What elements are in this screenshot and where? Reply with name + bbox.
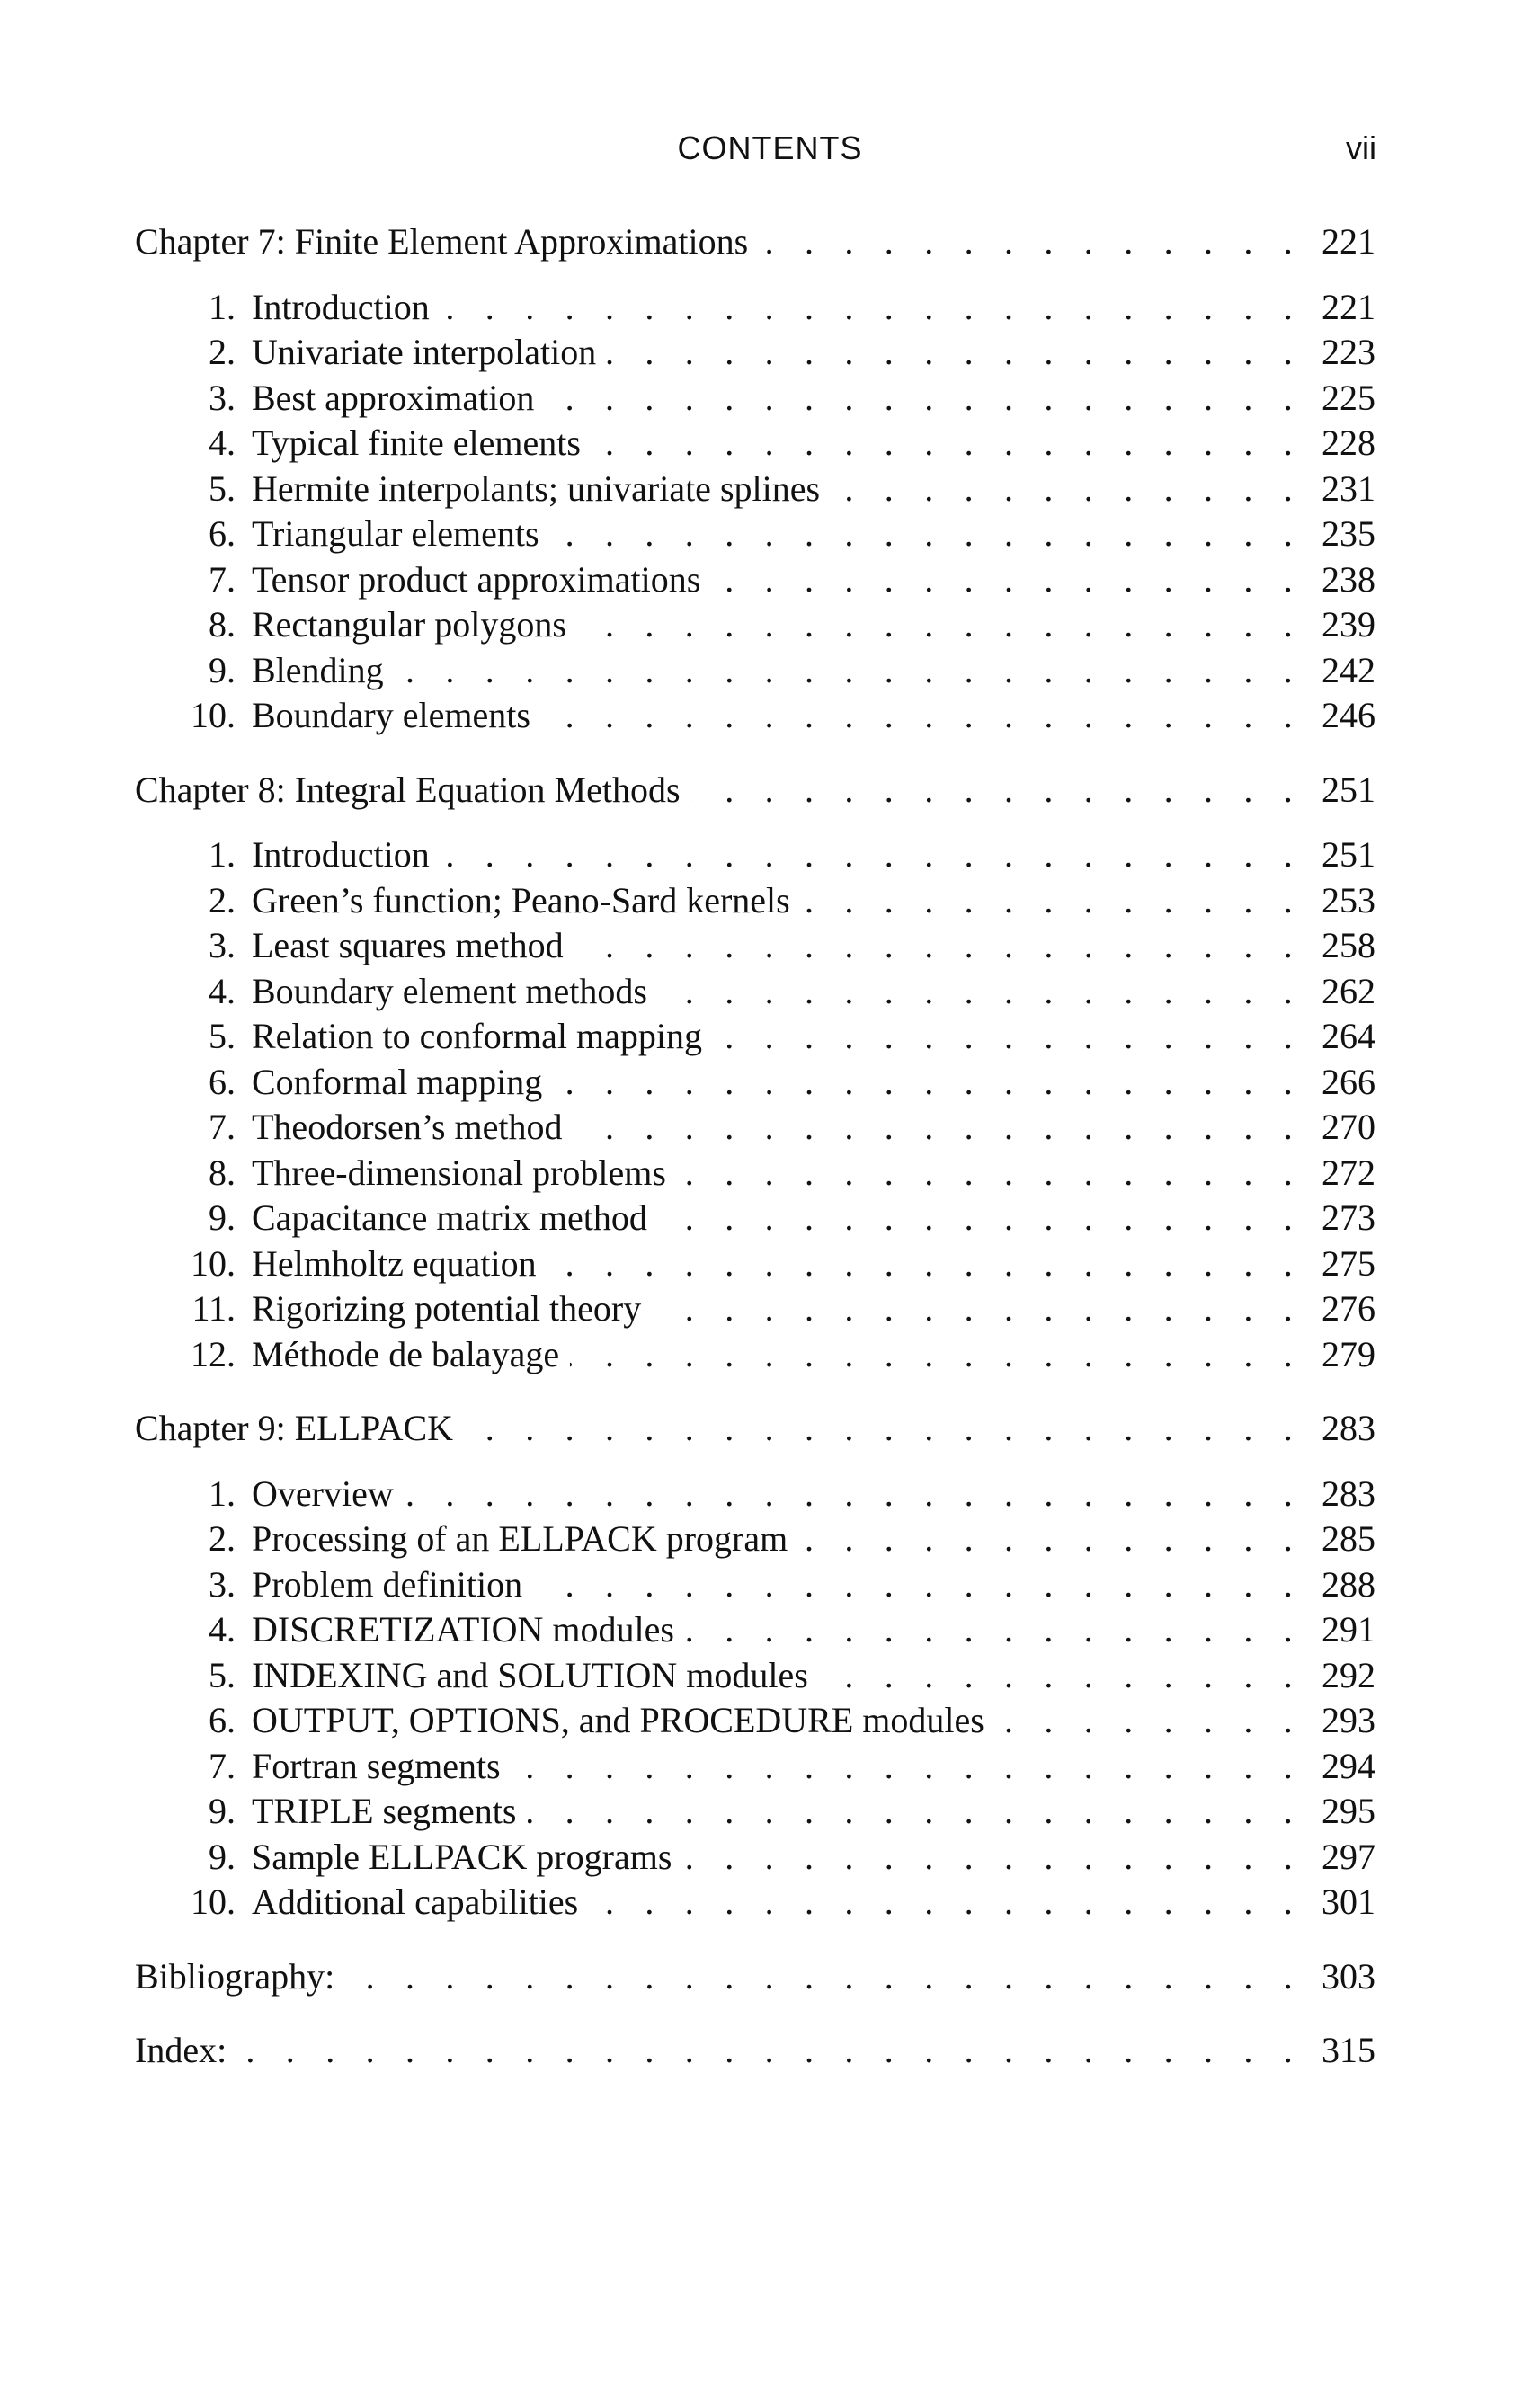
section-title: Rigorizing potential theory	[252, 1288, 642, 1329]
chapter-title: Chapter 9: ELLPACK	[135, 1408, 454, 1448]
toc-entry[interactable]	[135, 285, 1375, 331]
section-title: Helmholtz equation	[252, 1242, 537, 1284]
dot-leader	[345, 1954, 1304, 2000]
toc-entry[interactable]	[135, 1789, 1375, 1835]
section-page: 283	[1322, 1472, 1375, 1514]
section-page: 291	[1322, 1609, 1375, 1650]
dot-leader	[237, 2028, 1304, 2074]
section-page: 235	[1322, 513, 1375, 554]
toc-entry[interactable]	[135, 1014, 1375, 1060]
section-page: 228	[1322, 423, 1375, 463]
toc-entry[interactable]	[135, 1744, 1375, 1790]
section-number: 5.	[209, 467, 236, 509]
chapter-9-entry[interactable]	[135, 1406, 1375, 1452]
section-title: Introduction	[252, 834, 430, 875]
section-number: 5.	[209, 1016, 236, 1056]
section-title: Overview	[252, 1472, 394, 1514]
section-page: 294	[1322, 1745, 1375, 1786]
section-page: 246	[1322, 695, 1375, 735]
dot-leader	[831, 467, 1304, 512]
section-title: Introduction	[252, 286, 430, 327]
section-title: Processing of an ELLPACK program	[252, 1518, 788, 1559]
section-page: 276	[1322, 1288, 1375, 1329]
toc-entry[interactable]	[135, 1698, 1375, 1744]
section-page: 272	[1322, 1152, 1375, 1193]
toc-entry[interactable]	[135, 832, 1375, 878]
section-title: Additional capabilities	[252, 1881, 579, 1922]
section-number: 3.	[209, 377, 236, 418]
toc-entry[interactable]	[135, 1241, 1375, 1287]
section-title: DISCRETIZATION modules	[252, 1609, 674, 1650]
dot-leader	[798, 1517, 1304, 1562]
table-of-contents	[135, 219, 1375, 2074]
bibliography-page: 303	[1322, 1955, 1375, 1997]
section-page: 221	[1322, 286, 1375, 327]
chapter-page: 221	[1322, 221, 1375, 262]
section-page: 275	[1322, 1242, 1375, 1284]
section-number: 12.	[191, 1333, 236, 1374]
dot-leader	[677, 1151, 1304, 1196]
section-number: 3.	[209, 1563, 236, 1605]
section-number: 3.	[209, 925, 236, 965]
dot-leader	[759, 219, 1304, 265]
section-number: 10.	[191, 1881, 236, 1922]
toc-entry[interactable]	[135, 1562, 1375, 1608]
section-page: 293	[1322, 1700, 1375, 1740]
dot-leader	[592, 421, 1304, 467]
dot-leader	[607, 330, 1304, 376]
dot-leader	[547, 1241, 1304, 1287]
section-number: 6.	[209, 513, 236, 554]
dot-leader	[527, 1789, 1304, 1835]
index-page: 315	[1322, 2030, 1375, 2070]
toc-entry[interactable]	[135, 1196, 1375, 1241]
section-page: 295	[1322, 1791, 1375, 1831]
toc-entry[interactable]	[135, 557, 1375, 603]
section-title: Univariate interpolation	[252, 332, 597, 372]
dot-leader	[574, 1105, 1304, 1151]
section-number: 8.	[209, 604, 236, 645]
section-page: 223	[1322, 332, 1375, 372]
section-page: 270	[1322, 1107, 1375, 1147]
section-number: 1.	[209, 286, 236, 327]
section-number: 6.	[209, 1700, 236, 1740]
section-number: 9.	[209, 1836, 236, 1877]
section-page: 288	[1322, 1563, 1375, 1605]
section-title: Relation to conformal mapping	[252, 1016, 702, 1056]
section-title: Triangular elements	[252, 513, 539, 554]
section-title: Conformal mapping	[252, 1061, 543, 1102]
section-title: Fortran segments	[252, 1745, 501, 1786]
section-page: 297	[1322, 1836, 1375, 1877]
toc-entry[interactable]	[135, 969, 1375, 1015]
chapter-page: 283	[1322, 1408, 1375, 1448]
section-number: 5.	[209, 1654, 236, 1695]
section-number: 4.	[209, 423, 236, 463]
index-entry[interactable]	[135, 2028, 1375, 2074]
section-number: 2.	[209, 1518, 236, 1559]
section-title: Méthode de balayage	[252, 1333, 560, 1374]
section-title: INDEXING and SOLUTION modules	[252, 1654, 808, 1695]
section-title: Rectangular polygons	[252, 604, 566, 645]
section-page: 264	[1322, 1016, 1375, 1056]
section-page: 251	[1322, 834, 1375, 875]
section-number: 1.	[209, 834, 236, 875]
section-title: Tensor product approximations	[252, 558, 701, 600]
dot-leader	[464, 1406, 1304, 1452]
toc-entry[interactable]	[135, 878, 1375, 924]
chapter-page: 251	[1322, 769, 1375, 810]
section-page: 266	[1322, 1061, 1375, 1102]
dot-leader	[711, 557, 1304, 603]
dot-leader	[691, 768, 1304, 814]
section-page: 238	[1322, 558, 1375, 600]
toc-entry[interactable]	[135, 1607, 1375, 1653]
toc-entry[interactable]	[135, 1472, 1375, 1517]
section-title: Typical finite elements	[252, 423, 581, 463]
section-title: Hermite interpolants; univariate splines	[252, 467, 821, 509]
section-number: 9.	[209, 649, 236, 690]
dot-leader	[574, 923, 1304, 969]
section-title: OUTPUT, OPTIONS, and PROCEDURE modules	[252, 1700, 984, 1740]
section-number: 7.	[209, 558, 236, 600]
toc-entry[interactable]	[135, 648, 1375, 694]
chapter-7-entry[interactable]	[135, 219, 1375, 265]
section-title: Green’s function; Peano-Sard kernels	[252, 879, 790, 921]
dot-leader	[512, 1744, 1304, 1790]
section-title: Capacitance matrix method	[252, 1197, 647, 1238]
section-title: Best approximation	[252, 377, 535, 418]
toc-entry[interactable]	[135, 602, 1375, 648]
section-title: Blending	[252, 649, 384, 690]
dot-leader	[395, 648, 1304, 694]
bibliography-title: Bibliography:	[135, 1955, 335, 1997]
dot-leader	[541, 693, 1304, 739]
section-title: Sample ELLPACK programs	[252, 1836, 672, 1877]
section-title: Least squares method	[252, 925, 564, 965]
section-page: 231	[1322, 467, 1375, 509]
bibliography-entry[interactable]	[135, 1954, 1375, 2000]
dot-leader	[685, 1607, 1304, 1653]
toc-entry[interactable]	[135, 511, 1375, 557]
section-page: 273	[1322, 1197, 1375, 1238]
dot-leader	[533, 1562, 1304, 1608]
index-title: Index:	[135, 2030, 227, 2070]
dot-leader	[713, 1014, 1304, 1060]
section-number: 1.	[209, 1472, 236, 1514]
toc-entry[interactable]	[135, 1151, 1375, 1196]
toc-entry[interactable]	[135, 1286, 1375, 1332]
section-title: Boundary element methods	[252, 970, 647, 1011]
section-page: 253	[1322, 879, 1375, 921]
section-title: TRIPLE segments	[252, 1791, 517, 1831]
dot-leader	[652, 1286, 1304, 1332]
section-number: 7.	[209, 1745, 236, 1786]
dot-leader	[570, 1332, 1304, 1378]
section-title: Theodorsen’s method	[252, 1107, 563, 1147]
dot-leader	[995, 1698, 1304, 1744]
chapter-title: Chapter 7: Finite Element Approximations	[135, 221, 749, 262]
toc-entry[interactable]	[135, 376, 1375, 422]
section-page: 292	[1322, 1654, 1375, 1695]
dot-leader	[682, 1835, 1304, 1881]
section-number: 9.	[209, 1197, 236, 1238]
section-number: 10.	[191, 1242, 236, 1284]
dot-leader	[658, 1196, 1304, 1241]
toc-entry[interactable]	[135, 1060, 1375, 1106]
section-number: 4.	[209, 970, 236, 1011]
section-page: 285	[1322, 1518, 1375, 1559]
dot-leader	[405, 1472, 1304, 1517]
toc-entry[interactable]	[135, 1835, 1375, 1881]
section-page: 258	[1322, 925, 1375, 965]
dot-leader	[441, 832, 1304, 878]
dot-leader	[545, 376, 1304, 422]
section-title: Problem definition	[252, 1563, 523, 1605]
toc-entry[interactable]	[135, 1517, 1375, 1562]
section-page: 242	[1322, 649, 1375, 690]
dot-leader	[553, 1060, 1304, 1106]
page-number: vii	[1346, 129, 1376, 166]
section-number: 2.	[209, 332, 236, 372]
dot-leader	[658, 969, 1304, 1015]
toc-entry[interactable]	[135, 1880, 1375, 1926]
section-title: Three-dimensional problems	[252, 1152, 666, 1193]
toc-entry[interactable]	[135, 1653, 1375, 1699]
section-number: 10.	[191, 695, 236, 735]
running-head	[0, 126, 1540, 171]
toc-entry[interactable]	[135, 1332, 1375, 1378]
section-number: 6.	[209, 1061, 236, 1102]
chapter-title: Chapter 8: Integral Equation Methods	[135, 769, 681, 810]
section-page: 301	[1322, 1881, 1375, 1922]
page-title: CONTENTS	[677, 129, 863, 166]
section-page: 262	[1322, 970, 1375, 1011]
dot-leader	[441, 285, 1304, 331]
dot-leader	[819, 1653, 1304, 1699]
toc-entry[interactable]	[135, 923, 1375, 969]
toc-entry[interactable]	[135, 421, 1375, 467]
dot-leader	[801, 878, 1304, 924]
section-title: Boundary elements	[252, 695, 530, 735]
section-page: 279	[1322, 1333, 1375, 1374]
toc-entry[interactable]	[135, 693, 1375, 739]
toc-entry[interactable]	[135, 330, 1375, 376]
toc-entry[interactable]	[135, 467, 1375, 512]
section-number: 4.	[209, 1609, 236, 1650]
dot-leader	[550, 511, 1304, 557]
section-number: 8.	[209, 1152, 236, 1193]
section-page: 239	[1322, 604, 1375, 645]
section-number: 2.	[209, 879, 236, 921]
dot-leader	[577, 602, 1304, 648]
section-number: 9.	[209, 1791, 236, 1831]
section-number: 7.	[209, 1107, 236, 1147]
toc-entry[interactable]	[135, 1105, 1375, 1151]
dot-leader	[589, 1880, 1304, 1926]
section-number: 11.	[191, 1288, 236, 1329]
section-page: 225	[1322, 377, 1375, 418]
chapter-8-entry[interactable]	[135, 768, 1375, 814]
